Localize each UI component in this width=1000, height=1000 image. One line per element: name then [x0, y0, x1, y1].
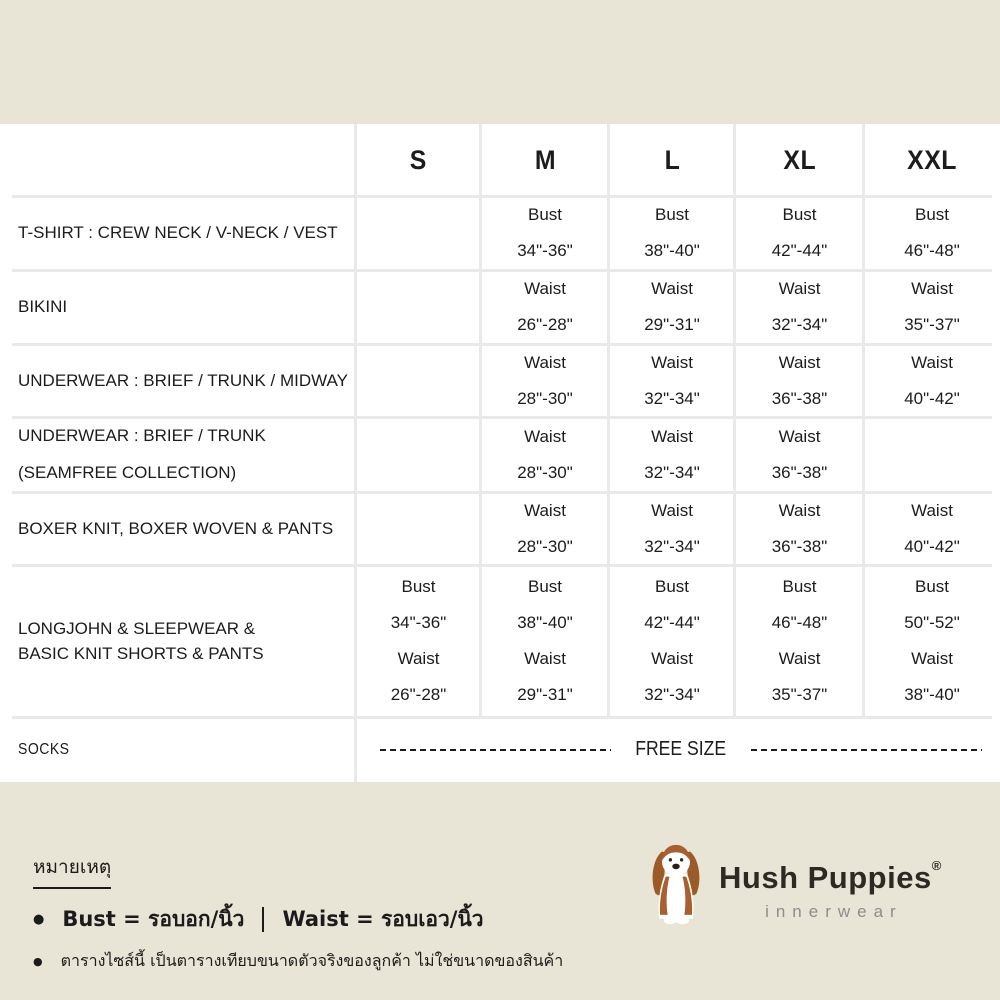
row-label-line: T-SHIRT : CREW NECK / V-NECK / VEST: [18, 223, 338, 242]
bullet-icon: ●: [33, 912, 45, 927]
cell-boxer-s: [356, 492, 481, 565]
cell-socks-free-size: [356, 717, 1000, 782]
cell-line: 28"-30": [517, 388, 573, 408]
cell-underwear-midway-s: [356, 344, 481, 417]
note-disclaimer: [33, 949, 563, 974]
cell-line: Bust: [782, 205, 817, 224]
cell-underwear-seamfree-s: [356, 417, 481, 492]
row-label-line: UNDERWEAR : BRIEF / TRUNK: [18, 426, 266, 445]
cell-line: Waist: [778, 426, 821, 446]
cell-line: Waist: [778, 500, 821, 520]
cell-line: 29"-31": [517, 685, 573, 704]
row-label-underwear-midway: [0, 344, 356, 417]
cell-line: 42"-44": [771, 241, 828, 260]
cell-line: Waist: [911, 352, 953, 372]
cell-line: Bust: [914, 577, 950, 596]
cell-underwear-seamfree-xl: [735, 417, 864, 492]
cell-boxer-m: [481, 492, 609, 565]
cell-line: 32"-34": [644, 388, 700, 408]
footnotes: [33, 852, 563, 974]
brand-tagline: innerwear: [765, 902, 903, 921]
row-label-line: UNDERWEAR : BRIEF / TRUNK / MIDWAY: [18, 370, 348, 390]
cell-boxer-xxl: [864, 492, 1000, 565]
row-label-line: BOXER KNIT, BOXER WOVEN & PANTS: [18, 518, 334, 538]
cell-line: 34"-36": [390, 613, 447, 632]
row-label-line: BASIC KNIT SHORTS & PANTS: [18, 643, 264, 663]
cell-boxer-l: [609, 492, 735, 565]
size-header-l: [609, 124, 735, 196]
cell-line: 36"-38": [771, 462, 828, 482]
note-waist-definition: Waist = รอบเอว/นิ้ว: [282, 907, 484, 931]
cell-longjohn-s: [356, 565, 481, 717]
free-size-label: FREE SIZE: [635, 738, 727, 760]
cell-bikini-l: [609, 270, 735, 344]
cell-line: 38"-40": [517, 613, 573, 632]
cell-longjohn-xl: [735, 565, 864, 717]
cell-line: Waist: [778, 649, 821, 668]
cell-line: 46"-48": [904, 241, 960, 260]
cell-underwear-midway-l: [609, 344, 735, 417]
row-label-longjohn: [0, 565, 356, 717]
size-header-xl: [735, 124, 864, 196]
size-header-label: L: [664, 144, 680, 175]
basset-hound-dog-icon: [648, 839, 704, 933]
cell-line: 40"-42": [904, 388, 960, 408]
cell-line: Waist: [651, 279, 693, 298]
cell-boxer-xl: [735, 492, 864, 565]
cell-line: Waist: [778, 352, 821, 372]
cell-underwear-seamfree-xxl: [864, 417, 1000, 492]
row-label-tshirt: [0, 196, 356, 270]
registered-mark: ®: [931, 858, 942, 873]
note-separator: [262, 907, 264, 932]
cell-line: 42"-44": [644, 613, 700, 632]
cell-line: Waist: [524, 352, 566, 372]
cell-line: Bust: [914, 205, 950, 224]
cell-line: 35"-37": [771, 685, 828, 704]
cell-line: Waist: [524, 500, 566, 520]
size-header-label: S: [409, 144, 428, 175]
size-table-panel: [0, 124, 1000, 782]
cell-tshirt-xl: [735, 196, 864, 270]
size-table: [0, 124, 1000, 782]
cell-line: 50"-52": [904, 613, 960, 632]
note-bust-definition: Bust = รอบอก/นิ้ว: [62, 907, 245, 931]
cell-line: Bust: [527, 205, 563, 224]
row-label-line: (SEAMFREE COLLECTION): [18, 463, 237, 482]
size-header-xxl: [864, 124, 1000, 196]
cell-line: 34"-36": [517, 241, 573, 260]
cell-underwear-seamfree-m: [481, 417, 609, 492]
cell-underwear-seamfree-l: [609, 417, 735, 492]
cell-line: 28"-30": [517, 462, 573, 482]
cell-line: 32"-34": [644, 685, 700, 704]
cell-bikini-xl: [735, 270, 864, 344]
cell-underwear-midway-xxl: [864, 344, 1000, 417]
cell-tshirt-s: [356, 196, 481, 270]
cell-bikini-m: [481, 270, 609, 344]
brand-name: Hush Puppies®: [719, 858, 942, 895]
cell-line: Bust: [401, 577, 436, 596]
cell-line: Waist: [651, 500, 693, 520]
row-label-boxer: [0, 492, 356, 565]
cell-line: Waist: [651, 352, 693, 372]
cell-line: 32"-34": [644, 462, 700, 482]
cell-line: 32"-34": [771, 315, 828, 334]
cell-line: 26"-28": [517, 315, 573, 334]
cell-longjohn-xxl: [864, 565, 1000, 717]
cell-line: Waist: [524, 426, 566, 446]
cell-tshirt-m: [481, 196, 609, 270]
cell-line: Waist: [651, 649, 693, 668]
size-header-s: [356, 124, 481, 196]
cell-underwear-midway-m: [481, 344, 609, 417]
size-header-label: XL: [783, 144, 816, 175]
cell-line: 26"-28": [390, 685, 447, 704]
cell-line: Waist: [524, 649, 566, 668]
cell-line: Waist: [397, 649, 440, 668]
bullet-icon: ●: [33, 955, 43, 968]
cell-bikini-s: [356, 270, 481, 344]
cell-tshirt-l: [609, 196, 735, 270]
cell-line: Bust: [782, 577, 817, 596]
cell-line: 29"-31": [644, 315, 700, 334]
cell-line: Waist: [524, 279, 566, 298]
cell-line: Bust: [654, 577, 690, 596]
cell-line: 32"-34": [644, 536, 700, 556]
cell-line: 36"-38": [771, 536, 828, 556]
cell-tshirt-xxl: [864, 196, 1000, 270]
cell-line: Waist: [778, 279, 821, 298]
row-label-underwear-seamfree: [0, 417, 356, 492]
row-label-bikini: [0, 270, 356, 344]
cell-line: Waist: [651, 426, 693, 446]
row-label-line: SOCKS: [18, 740, 70, 758]
dashed-line-right: [751, 749, 982, 751]
cell-bikini-xxl: [864, 270, 1000, 344]
cell-longjohn-l: [609, 565, 735, 717]
brand-text: [719, 860, 942, 922]
brand-logo: [648, 839, 942, 933]
dashed-line-left: [380, 749, 611, 751]
cell-line: 38"-40": [644, 241, 700, 260]
row-label-line: BIKINI: [18, 297, 68, 316]
cell-line: 46"-48": [771, 613, 828, 632]
cell-line: 35"-37": [904, 315, 960, 334]
notes-heading: หมายเหตุ: [33, 852, 111, 889]
size-header-label: XXL: [907, 144, 957, 175]
row-label-socks: [0, 717, 356, 782]
cell-longjohn-m: [481, 565, 609, 717]
cell-line: Bust: [654, 205, 690, 224]
cell-line: 40"-42": [904, 536, 960, 556]
row-label-line: LONGJOHN & SLEEPWEAR &: [18, 618, 256, 638]
cell-line: Waist: [911, 279, 953, 298]
cell-line: 28"-30": [517, 536, 573, 556]
cell-underwear-midway-xl: [735, 344, 864, 417]
cell-line: Waist: [911, 649, 953, 668]
note-disclaimer-text: ตารางไซส์นี้ เป็นตารางเทียบขนาดตัวจริงของลูกค้า ไม่ใช่ขนาดของสินค้า: [60, 951, 564, 970]
size-header-m: [481, 124, 609, 196]
size-header-label: M: [534, 144, 556, 175]
note-measure-definitions: [33, 903, 563, 936]
cell-line: Bust: [527, 577, 563, 596]
cell-line: 38"-40": [904, 685, 960, 704]
cell-line: Waist: [911, 500, 953, 520]
cell-line: 36"-38": [771, 388, 828, 408]
